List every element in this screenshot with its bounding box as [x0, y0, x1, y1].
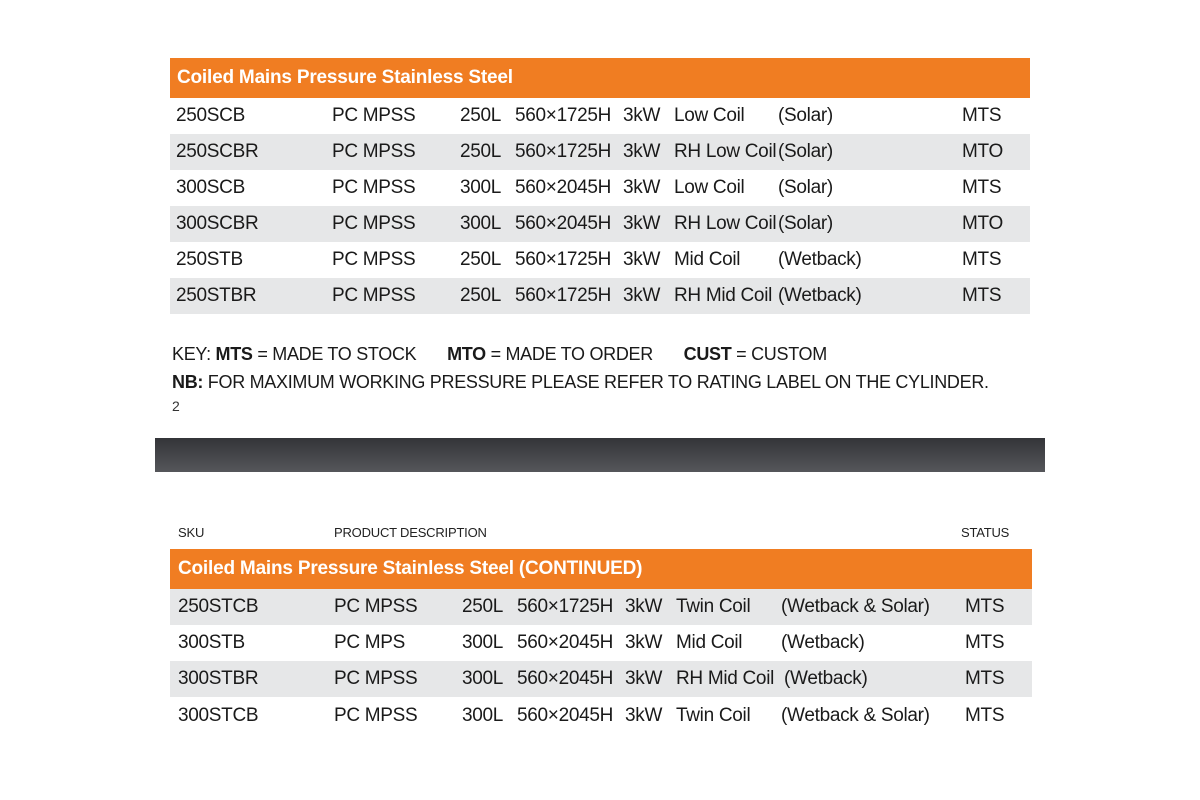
- volume-cell: 250L: [460, 285, 502, 306]
- coil-cell: Mid Coil: [676, 632, 743, 653]
- legend-key: [172, 340, 989, 396]
- coil-cell: Twin Coil: [676, 705, 751, 726]
- status-cell: MTS: [965, 632, 1005, 653]
- power-cell: 3kW: [625, 596, 663, 617]
- dimensions-cell: 560×1725H: [515, 105, 612, 126]
- header-status: STATUS: [961, 525, 1010, 540]
- sku-cell: 300STB: [178, 632, 245, 653]
- type-cell: PC MPSS: [332, 141, 416, 162]
- type-cell: PC MPS: [334, 632, 406, 653]
- dimensions-cell: 560×1725H: [515, 141, 612, 162]
- note-cell: (Solar): [778, 105, 833, 126]
- power-cell: 3kW: [623, 249, 661, 270]
- status-cell: MTS: [965, 596, 1005, 617]
- status-cell: MTO: [962, 141, 1003, 162]
- coil-cell: RH Low Coil: [674, 213, 777, 234]
- coil-cell: Mid Coil: [674, 249, 741, 270]
- table-row: [170, 661, 1032, 697]
- sku-cell: 250SCBR: [176, 141, 259, 162]
- table-row: [170, 625, 1032, 661]
- sku-cell: 300SCB: [176, 177, 245, 198]
- power-cell: 3kW: [625, 668, 663, 689]
- table-row: [170, 206, 1030, 242]
- page-number: 2: [172, 398, 180, 414]
- dimensions-cell: 560×1725H: [515, 249, 612, 270]
- power-cell: 3kW: [625, 705, 663, 726]
- key-mto-code: MTO: [447, 344, 486, 364]
- table-row: [170, 697, 1032, 735]
- column-headers: [170, 517, 1032, 549]
- sku-cell: 300STCB: [178, 705, 259, 726]
- power-cell: 3kW: [623, 105, 661, 126]
- type-cell: PC MPSS: [332, 285, 416, 306]
- volume-cell: 300L: [462, 668, 504, 689]
- status-cell: MTO: [962, 213, 1003, 234]
- power-cell: 3kW: [625, 632, 663, 653]
- power-cell: 3kW: [623, 141, 661, 162]
- note-cell: (Wetback & Solar): [781, 705, 930, 726]
- volume-cell: 250L: [460, 249, 502, 270]
- note-cell: (Solar): [778, 141, 833, 162]
- status-cell: MTS: [962, 105, 1002, 126]
- dimensions-cell: 560×2045H: [517, 668, 614, 689]
- note-cell: (Wetback & Solar): [781, 596, 930, 617]
- status-cell: MTS: [965, 705, 1005, 726]
- key-mto-text: = MADE TO ORDER: [490, 344, 653, 364]
- section-title-band: Coiled Mains Pressure Stainless Steel (CONTINUED): [170, 549, 1032, 589]
- volume-cell: 300L: [462, 705, 504, 726]
- power-cell: 3kW: [623, 213, 661, 234]
- key-mts-text: = MADE TO STOCK: [257, 344, 417, 364]
- page-divider-bar: [155, 438, 1045, 472]
- key-cust-text: = CUSTOM: [736, 344, 827, 364]
- coil-cell: RH Low Coil: [674, 141, 777, 162]
- key-cust-code: CUST: [683, 344, 732, 364]
- table-row: [170, 589, 1032, 625]
- table-row: [170, 242, 1030, 278]
- coil-cell: Twin Coil: [676, 596, 751, 617]
- type-cell: PC MPSS: [334, 705, 418, 726]
- volume-cell: 250L: [462, 596, 504, 617]
- note-cell: (Solar): [778, 213, 833, 234]
- status-cell: MTS: [965, 668, 1005, 689]
- dimensions-cell: 560×1725H: [517, 596, 614, 617]
- volume-cell: 250L: [460, 105, 502, 126]
- volume-cell: 300L: [460, 213, 502, 234]
- status-cell: MTS: [962, 285, 1002, 306]
- product-table-section-1: [170, 58, 1030, 314]
- type-cell: PC MPSS: [332, 105, 416, 126]
- dimensions-cell: 560×2045H: [517, 632, 614, 653]
- type-cell: PC MPSS: [334, 668, 418, 689]
- header-sku: SKU: [178, 525, 205, 540]
- table-body: [170, 589, 1032, 735]
- coil-cell: Low Coil: [674, 105, 745, 126]
- table-row: [170, 170, 1030, 206]
- table-row: [170, 278, 1030, 314]
- dimensions-cell: 560×2045H: [517, 705, 614, 726]
- dimensions-cell: 560×1725H: [515, 285, 612, 306]
- volume-cell: 300L: [460, 177, 502, 198]
- note-cell: (Wetback): [781, 632, 865, 653]
- coil-cell: RH Mid Coil: [676, 668, 775, 689]
- sku-cell: 250STBR: [176, 285, 257, 306]
- table-body: [170, 98, 1030, 314]
- sku-cell: 300STBR: [178, 668, 259, 689]
- note-cell: (Wetback): [778, 249, 862, 270]
- coil-cell: Low Coil: [674, 177, 745, 198]
- dimensions-cell: 560×2045H: [515, 213, 612, 234]
- nb-line: [172, 368, 989, 396]
- type-cell: PC MPSS: [332, 249, 416, 270]
- nb-text: FOR MAXIMUM WORKING PRESSURE PLEASE REFER TO RATING LABEL ON THE CYLINDER.: [207, 372, 989, 392]
- volume-cell: 250L: [460, 141, 502, 162]
- note-cell: (Wetback): [778, 285, 862, 306]
- sku-cell: 250SCB: [176, 105, 245, 126]
- power-cell: 3kW: [623, 285, 661, 306]
- dimensions-cell: 560×2045H: [515, 177, 612, 198]
- status-cell: MTS: [962, 249, 1002, 270]
- power-cell: 3kW: [623, 177, 661, 198]
- section-title-band: Coiled Mains Pressure Stainless Steel: [170, 58, 1030, 98]
- type-cell: PC MPSS: [332, 213, 416, 234]
- type-cell: PC MPSS: [334, 596, 418, 617]
- volume-cell: 300L: [462, 632, 504, 653]
- note-cell: (Solar): [778, 177, 833, 198]
- type-cell: PC MPSS: [332, 177, 416, 198]
- nb-label: NB:: [172, 372, 204, 392]
- header-description: PRODUCT DESCRIPTION: [334, 525, 487, 540]
- status-cell: MTS: [962, 177, 1002, 198]
- table-row: [170, 98, 1030, 134]
- note-cell: (Wetback): [784, 668, 868, 689]
- coil-cell: RH Mid Coil: [674, 285, 773, 306]
- product-table-section-2: [170, 517, 1032, 735]
- key-line: [172, 340, 989, 368]
- sku-cell: 300SCBR: [176, 213, 259, 234]
- key-prefix: KEY:: [172, 344, 211, 364]
- sku-cell: 250STB: [176, 249, 243, 270]
- table-row: [170, 134, 1030, 170]
- key-mts-code: MTS: [215, 344, 253, 364]
- sku-cell: 250STCB: [178, 596, 259, 617]
